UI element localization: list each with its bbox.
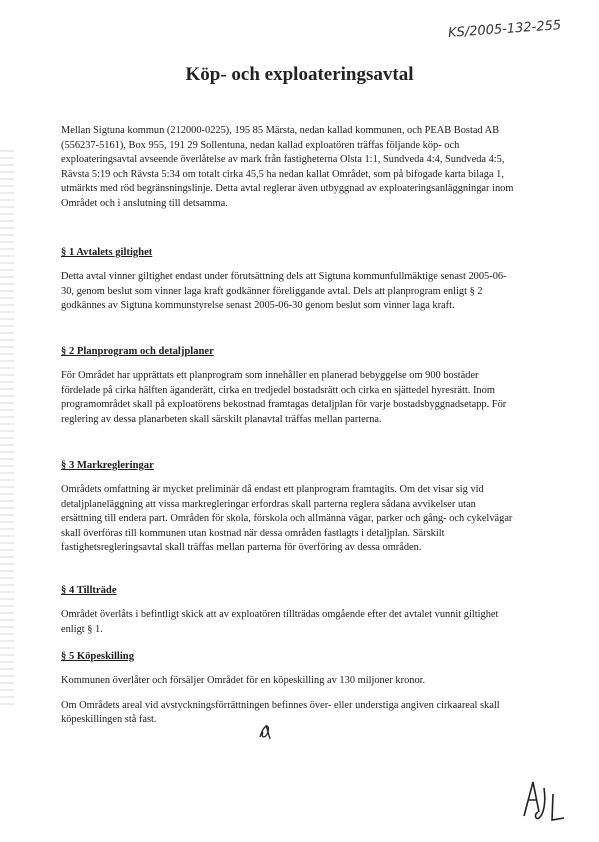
section-heading: § 2 Planprogram och detaljplaner [61, 346, 214, 357]
handwritten-initials [520, 776, 568, 826]
section-paragraph: Kommunen överlåter och försäljer Området för en köpeskilling av 130 miljoner kronor. [61, 675, 426, 686]
section-paragraph: Detta avtal vinner giltighet endast under förutsättning dels att Sigtuna kommunfullmäktige senast 2005-06-30, genom beslut som vinner laga kraft godkänner föreliggande avtal. Dels att planprogram enligt § 2 godkännes av Sigtuna kommunstyrelse senast 2005-06-30 genom beslut som vinner laga kraft. [61, 271, 507, 312]
document-title: Köp- och exploateringsavtal [185, 64, 414, 85]
section-heading: § 5 Köpeskilling [61, 651, 134, 662]
section-1 [61, 246, 516, 314]
scan-edge-artifact [0, 150, 14, 710]
section-4 [61, 584, 516, 637]
section-paragraph: För Området har upprättats ett planprogram som innehåller en planerad bebyggelse om 900 bostäder fördelade på cirka hälften äganderätt, cirka en tredjedel bostadsrätt och cirka en sjättedel hyresrätt. Inom programområdet skall på exploatörens bekostnad framtagas detaljplan för varje bostadsbyggnadsetapp. För reglering av dessa planarbeten skall särskilt planavtal träffas mellan parterna. [61, 370, 507, 425]
signature-mark [256, 720, 278, 742]
section-3 [61, 459, 516, 556]
section-2 [61, 345, 516, 427]
intro-block [61, 124, 516, 212]
section-heading: § 4 Tillträde [61, 585, 117, 596]
section-paragraph: Området överlåts i befintligt skick att av exploatören tillträdas omgående efter det avtalet vunnit giltighet enligt § 1. [61, 609, 499, 635]
section-paragraph: Om Områdets areal vid avstyckningsförrättningen befinnes över- eller understiga angiven cirkaareal skall köpeskillingen stå fast. [61, 699, 500, 726]
intro-paragraph: Mellan Sigtuna kommun (212000-0225), 195 85 Märsta, nedan kallad kommunen, och PEAB Bostad AB (556237-5161), Box 955, 191 29 Sollentuna, nedan kallad exploatören träffas följande köp- och exploateringsavtal avseende överlåtelse av mark från fastigheterna Olsta 1:1, Sundveda 4:4, Sundveda 4:5, Rävsta 5:19 och Rävsta 5:34 om totalt cirka 45,5 ha nedan kallat Området, som på bifogade karta bilaga 1, utmärkts med röd begränsningslinje. Detta avtal reglerar även utbyggnad av exploateringsanläggningar inom Området och i anslutning till detsamma. [61, 125, 514, 209]
section-5 [61, 650, 516, 728]
document-reference: KS/2005-132-255 [447, 18, 562, 41]
section-paragraph: Områdets omfattning är mycket preliminär då endast ett planprogram framtagits. Om det visar sig vid detaljplaneläggning att vissa markregleringar erfordras skall parterna reglera sådana avvikelser utan ersättning till endera part. Områden för skola, förskola och allmänna vägar, parker och gång- och cykelvägar skall överföras till kommunen utan kostnad när dessa områden fastlagts i detaljplan. Särskilt fastighetsregleringsavtal skall träffas mellan parterna för överföring av dessa områden. [61, 484, 513, 554]
section-heading: § 3 Markregleringar [61, 460, 154, 471]
section-heading: § 1 Avtalets giltighet [61, 247, 153, 258]
